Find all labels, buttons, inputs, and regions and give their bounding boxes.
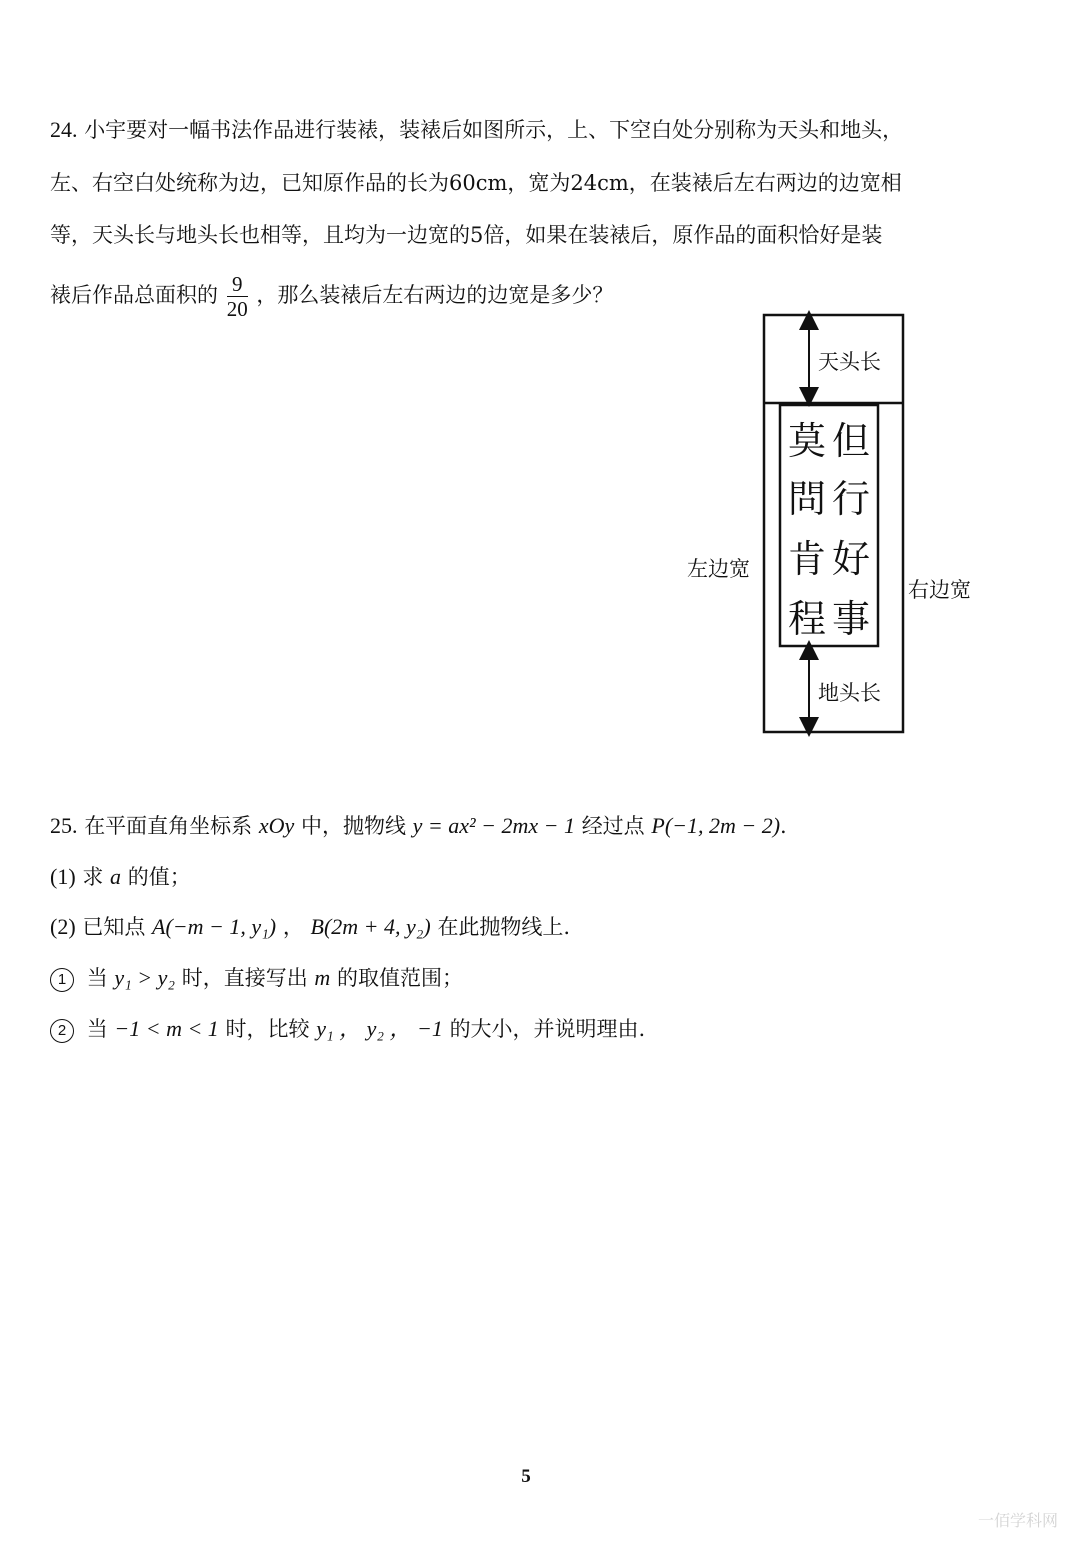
right-margin-label: 右边宽 [908, 578, 971, 602]
circled-number-2: 2 [50, 1019, 74, 1043]
bottom-margin-label: 地头长 [818, 681, 881, 705]
page-number: 5 [521, 1466, 531, 1487]
part-1-text-b: 的值； [127, 865, 191, 889]
seal-char-r1: 但 [832, 419, 871, 463]
variable-m: m [314, 965, 331, 990]
variable-a: a [110, 864, 122, 889]
q24-text-1: 小宇要对一幅书法作品进行装裱，装裱后如图所示，上、下空白处分别称为天头和地头， [84, 118, 904, 142]
q25-number: 25. [50, 813, 78, 838]
q24-number: 24. [50, 117, 78, 142]
seal-char-r4: 事 [832, 597, 871, 641]
part-2-text-b: 在此抛物线上. [437, 915, 571, 939]
q25-line-1-end: . [780, 814, 787, 838]
seal-char-l3: 肯 [788, 537, 827, 581]
parabola-equation: y = ax² − 2mx − 1 [412, 813, 575, 838]
q25-sub-2 [50, 1014, 645, 1044]
q25-text-1c: 经过点 [581, 814, 645, 838]
q25-text-1a: 在平面直角坐标系 [84, 814, 253, 838]
sub-1-text-c: 的取值范围； [337, 966, 463, 990]
q25-part-2 [50, 912, 570, 942]
q25-text-1b: 中，抛物线 [300, 814, 406, 838]
part-2-label: (2) [50, 914, 76, 939]
sub-2-items: y₁ ， y₂ ， −1 [316, 1016, 443, 1041]
sub-1-text-b: 时，直接写出 [181, 966, 308, 990]
sub-2-text-a: 当 [86, 1017, 108, 1041]
q25-part-1 [50, 862, 191, 892]
part-1-text-a: 求 [82, 865, 104, 889]
outer-frame [764, 315, 903, 732]
sub-1-text-a: 当 [86, 966, 108, 990]
q25-line-1 [50, 811, 787, 841]
point-a: A(−m − 1, y₁) [152, 914, 277, 939]
fraction-numerator: 9 [227, 272, 248, 297]
coordinate-system: xOy [258, 813, 295, 838]
sub-2-condition: −1 < m < 1 [114, 1016, 219, 1041]
seal-char-l4: 程 [788, 597, 827, 641]
watermark: 一佰学科网 [977, 1511, 1058, 1530]
seal-char-r2: 行 [832, 477, 871, 521]
point-b: B(2m + 4, y₂) [310, 914, 431, 939]
part-2-sep: ， [282, 915, 304, 939]
sub-1-condition: y₁ > y₂ [114, 965, 176, 990]
left-margin-label: 左边宽 [687, 557, 750, 581]
fraction-denominator: 20 [226, 297, 248, 321]
q24-line-3: 等，天头长与地头长也相等，且均为一边宽的5倍，如果在装裱后，原作品的面积恰好是装 [50, 223, 883, 247]
circled-number-1: 1 [50, 968, 74, 992]
point-p: P(−1, 2m − 2) [651, 813, 781, 838]
q24-text-4b: ，那么装裱后左右两边的边宽是多少？ [256, 283, 614, 307]
q25-sub-1 [50, 963, 463, 993]
top-margin-label: 天头长 [818, 350, 881, 374]
sub-2-text-c: 的大小，并说明理由. [449, 1017, 646, 1041]
seal-char-l1: 莫 [788, 419, 827, 463]
sub-2-text-b: 时，比较 [225, 1017, 310, 1041]
seal-char-r3: 好 [832, 537, 871, 581]
part-2-text-a: 已知点 [82, 915, 146, 939]
part-1-label: (1) [50, 864, 76, 889]
seal-char-l2: 問 [788, 477, 827, 521]
q24-line-2: 左、右空白处统称为边，已知原作品的长为60cm，宽为24cm，在装裱后左右两边的边宽相 [50, 171, 902, 195]
mounting-diagram [0, 0, 1080, 760]
q24-text-4a: 裱后作品总面积的 [50, 283, 218, 307]
